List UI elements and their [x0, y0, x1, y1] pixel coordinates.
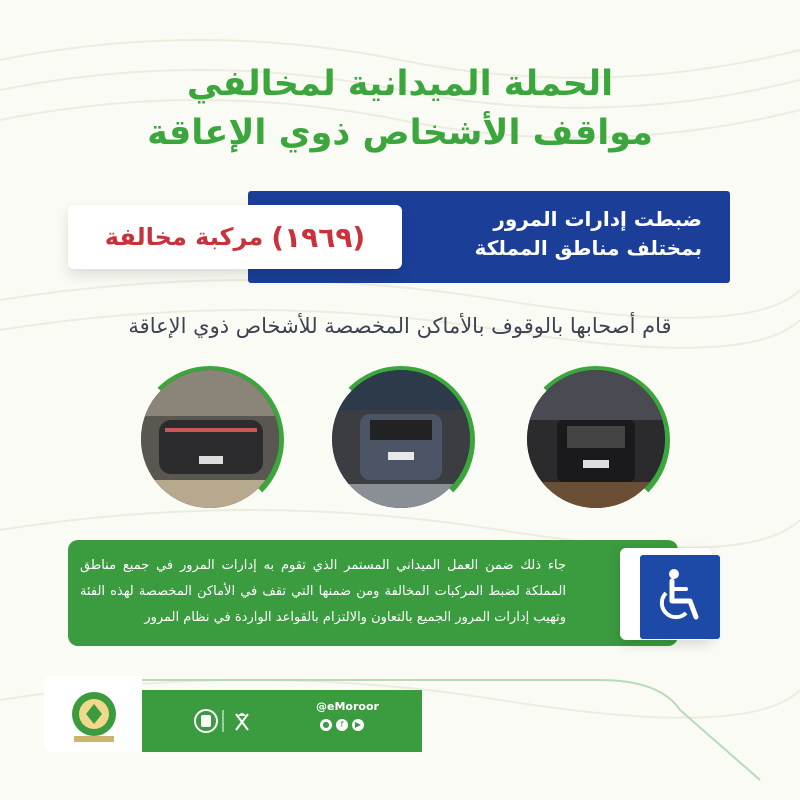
banner-text: ضبطت إدارات المرور بمختلف مناطق المملكة [474, 207, 702, 260]
page-title-line1: الحملة الميدانية لمخالفي [186, 64, 614, 104]
saudi-emblem-icon [192, 706, 254, 736]
violation-count-label: مركبة مخالفة [104, 223, 264, 251]
social-handle[interactable]: @eMoroor [316, 700, 379, 713]
page-title-line2: مواقف الأشخاص ذوي الإعاقة [147, 113, 653, 153]
violation-count: (١٩٦٩) [271, 220, 366, 254]
facebook-icon[interactable]: f [336, 719, 348, 731]
violation-count-box [68, 205, 402, 269]
wheelchair-icon [640, 555, 720, 639]
youtube-icon[interactable]: ▶ [352, 719, 364, 731]
info-box [68, 540, 678, 646]
car-photo-icon [527, 370, 665, 508]
car-photo-icon [141, 370, 279, 508]
footer-bar [142, 690, 422, 752]
twitter-icon[interactable]: ● [320, 719, 332, 731]
subline-text: قام أصحابها بالوقوف بالأماكن المخصصة للأشخاص ذوي الإعاقة [128, 314, 672, 338]
info-text: جاء ذلك ضمن العمل الميداني المستمر الذي تقوم به إدارات المرور في جميع مناطق المملكة لضبط المركبات المخالفة ومن ضمنها التي تقف في الأماكن المخصصة لهذه الفئة وتهيب إدارات المرور الجميع بالتعاون والالتزام بالقواعد الواردة في نظام المرور [80, 558, 566, 625]
car-photo-icon [332, 370, 470, 508]
traffic-emblem-icon [44, 676, 142, 752]
